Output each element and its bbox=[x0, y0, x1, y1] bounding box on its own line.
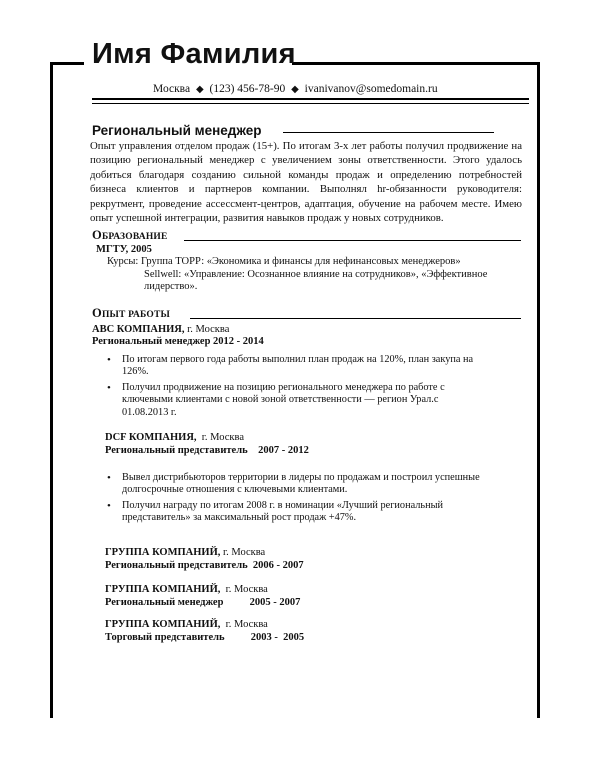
bullet-icon: • bbox=[107, 499, 111, 512]
contact-line bbox=[153, 83, 438, 95]
job-bullets bbox=[104, 472, 482, 528]
job-role: Торговый представитель 2003 - 2005 bbox=[105, 632, 305, 643]
diamond-separator-icon: ◆ bbox=[195, 84, 204, 95]
summary-paragraph: Опыт управления отделом продаж (15+). По итогам 3-х лет работы получил продвижение на позицию региональный менеджер с увеличением зоны ответственности. Этого удалось добиться благодаря созданию сильной команды продаж и определению потребностей бизнеса клиентов и партнеров компании. Выполнял hr-обязанности руководителя: рекрутмент, проведение ассессмент-центров, адаптация, обучение на рабочем месте. Имею опыт успешной интеграции, развития навыков продаж у новых сотрудников. bbox=[90, 140, 522, 225]
contact-phone: (123) 456-78-90 bbox=[209, 83, 286, 95]
experience-heading-initial: О bbox=[92, 306, 102, 320]
frame-top-right-border bbox=[292, 62, 540, 65]
job-role: Региональный представитель 2006 - 2007 bbox=[105, 560, 304, 571]
experience-heading-rest: ПЫТ РАБОТЫ bbox=[101, 310, 171, 320]
courses-line: Sellwell: «Управление: Осознанное влияние на сотрудников», «Эффективное bbox=[144, 268, 488, 280]
job-role: Региональный менеджер 2012 - 2014 bbox=[92, 336, 264, 347]
experience-heading bbox=[92, 306, 170, 321]
list-item: • Получил награду по итогам 2008 г. в номинации «Лучший региональный представитель» за максимальный рост продаж +47%. bbox=[107, 499, 444, 524]
list-item: • Получил продвижение на позицию регионального менеджера по работе с ключевыми клиентами с новой зоной ответственности — регион Урал.с 01.08.2013 г. bbox=[107, 381, 445, 418]
experience-heading-line bbox=[190, 318, 521, 319]
education-heading bbox=[92, 228, 168, 243]
contact-email[interactable]: ivanivanov@somedomain.ru bbox=[304, 83, 438, 95]
job-bullets bbox=[104, 354, 484, 422]
contact-city: Москва bbox=[153, 83, 191, 95]
bullet-icon: • bbox=[107, 354, 111, 366]
education-heading-line bbox=[184, 240, 521, 241]
education-heading-initial: О bbox=[92, 228, 102, 242]
bullet-icon: • bbox=[107, 472, 111, 484]
frame-right-border bbox=[537, 62, 540, 718]
job-role: Региональный представитель 2007 - 2012 bbox=[105, 445, 309, 456]
education-courses bbox=[107, 256, 499, 294]
objective-title-line bbox=[283, 132, 494, 133]
list-item: • Вывел дистрибьюторов территории в лидеры по продажам и построил успешные долгосрочные отношения с ключевыми клиентами. bbox=[107, 472, 480, 496]
education-heading-rest: БРАЗОВАНИЕ bbox=[101, 232, 168, 242]
resume-name: Имя Фамилия bbox=[92, 38, 296, 70]
job-company: DCF КОМПАНИЯ, г. Москва bbox=[105, 432, 244, 443]
frame-top-left-border bbox=[50, 62, 84, 65]
objective-title: Региональный менеджер bbox=[92, 123, 262, 138]
job-company: ABC КОМПАНИЯ, г. Москва bbox=[92, 324, 230, 335]
bullet-icon: • bbox=[107, 381, 111, 394]
education-school: МГТУ, 2005 bbox=[96, 244, 152, 255]
job-role: Региональный менеджер 2005 - 2007 bbox=[105, 597, 301, 608]
job-company: ГРУППА КОМПАНИЙ, г. Москва bbox=[105, 547, 266, 558]
list-item: • По итогам первого года работы выполнил план продаж на 120%, план закупа на 126%. bbox=[107, 354, 474, 378]
job-company: ГРУППА КОМПАНИЙ, г. Москва bbox=[105, 619, 268, 630]
header-rule-thick bbox=[92, 98, 529, 100]
job-company: ГРУППА КОМПАНИЙ, г. Москва bbox=[105, 584, 268, 595]
courses-line: лидерство». bbox=[144, 281, 198, 293]
diamond-separator-icon: ◆ bbox=[291, 84, 299, 95]
frame-left-border bbox=[50, 62, 53, 718]
header-rule-thin bbox=[92, 103, 529, 104]
courses-line: Курсы: Группа ТОРР: «Экономика и финансы для нефинансовых менеджеров» bbox=[107, 256, 461, 267]
